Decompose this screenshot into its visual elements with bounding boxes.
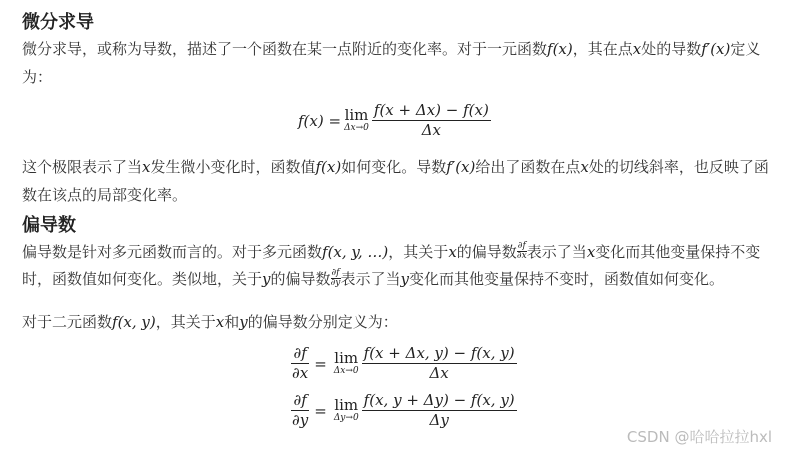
partial-x-fraction (362, 345, 517, 382)
lim-subscript: Δy→0 (333, 413, 359, 423)
partial-intro-line (22, 311, 398, 332)
numerator: f(x, y + Δy) − f(x, y) (363, 391, 515, 409)
numerator: ∂f (293, 391, 307, 409)
lim-text: lim (334, 396, 359, 414)
equals-sign: = (314, 401, 327, 420)
numerator: f(x + Δx, y) − f(x, y) (363, 344, 515, 362)
text: ，其关于 (388, 243, 449, 261)
partial-paragraph-line1 (22, 241, 760, 262)
denominator: ∂x (516, 251, 527, 261)
math-x: x (448, 242, 457, 261)
math-x: x (586, 242, 596, 261)
text: 微分求导，或称为导数，描述了一个函数在某一点附近的变化率。对于一元函数 (22, 40, 548, 58)
text: 表示了当 (526, 243, 587, 261)
section-title-partial-derivative: 偏导数 (22, 215, 76, 236)
numerator: f(x + Δx) − f(x) (373, 101, 489, 119)
partial-x-formula (290, 345, 517, 382)
numerator: ∂f (331, 268, 340, 278)
math-fprime: f′(x) (701, 40, 731, 58)
derivative-explanation-line2: 数在该点的局部变化率。 (22, 186, 188, 204)
partial-x-lhs (290, 345, 310, 382)
text: 这个极限表示了当 (22, 158, 143, 176)
denominator: Δx (421, 121, 442, 139)
partial-y-formula (290, 392, 517, 429)
text: 和 (224, 313, 240, 331)
lim-subscript: Δx→0 (344, 123, 369, 133)
partial-y-lhs (290, 392, 310, 429)
text: 定义 (730, 40, 761, 58)
text: 如何变化。导数 (341, 158, 447, 176)
partial-fy-inline (331, 269, 341, 288)
text: 发生微小变化时，函数值 (150, 158, 316, 176)
limit-operator (334, 398, 359, 423)
equals-sign: = (314, 354, 327, 373)
text: 对于二元函数 (22, 313, 113, 331)
partial-paragraph-line2 (22, 268, 724, 289)
derivative-paragraph-line2: 为： (22, 68, 53, 86)
math-x: x (632, 40, 642, 58)
math-multi-f: f(x, y, …) (322, 242, 389, 261)
limit-operator (334, 351, 359, 376)
math-y: y (400, 269, 410, 288)
denominator: ∂x (292, 364, 309, 382)
text: 变化而其他变量保持不变时，函数值如何变化。 (409, 270, 725, 288)
text: 给出了函数在点 (475, 158, 581, 176)
text: 变化而其他变量保持不变 (595, 243, 761, 261)
text: 处的导数 (641, 40, 702, 58)
lim-text: lim (334, 349, 359, 367)
derivative-paragraph-line1 (22, 38, 760, 59)
denominator: Δy (429, 411, 449, 429)
derivative-formula (298, 102, 491, 139)
partial-y-fraction (362, 392, 517, 429)
csdn-watermark: CSDN @哈哈拉拉hxl (626, 428, 772, 446)
math-fprime: f′(x) (446, 158, 476, 176)
math-y: y (239, 313, 248, 331)
formula-lhs: f(x) = (298, 111, 342, 130)
derivative-explanation-line1 (22, 156, 769, 177)
text: ，其在点 (572, 40, 633, 58)
math-fx: f(x) (547, 40, 573, 58)
partial-fx-inline (517, 242, 527, 261)
text: 偏导数是针对多元函数而言的。对于多元函数 (22, 243, 323, 261)
lim-subscript: Δx→0 (333, 366, 359, 376)
numerator: ∂f (293, 344, 307, 362)
math-y: y (262, 269, 271, 288)
denominator: ∂y (330, 278, 341, 288)
derivative-fraction (372, 102, 491, 139)
denominator: ∂y (292, 411, 309, 429)
text: 的偏导数 (456, 243, 517, 261)
lim-text: lim (344, 106, 369, 124)
text: 处的切线斜率，也反映了函 (588, 158, 769, 176)
math-fxy: f(x, y) (112, 313, 156, 331)
math-x: x (142, 158, 151, 176)
section-title-derivative: 微分求导 (22, 12, 94, 33)
text: ，其关于 (155, 313, 216, 331)
denominator: Δx (429, 364, 449, 382)
text: 时，函数值如何变化。类似地，关于 (22, 270, 263, 288)
math-x: x (215, 313, 225, 331)
limit-operator (344, 108, 369, 133)
numerator: ∂f (517, 241, 526, 251)
text: 的偏导数 (270, 270, 331, 288)
math-x: x (580, 158, 589, 176)
text: 表示了当 (340, 270, 401, 288)
text: 的偏导数分别定义为： (247, 313, 398, 331)
math-fx: f(x) (315, 158, 342, 176)
